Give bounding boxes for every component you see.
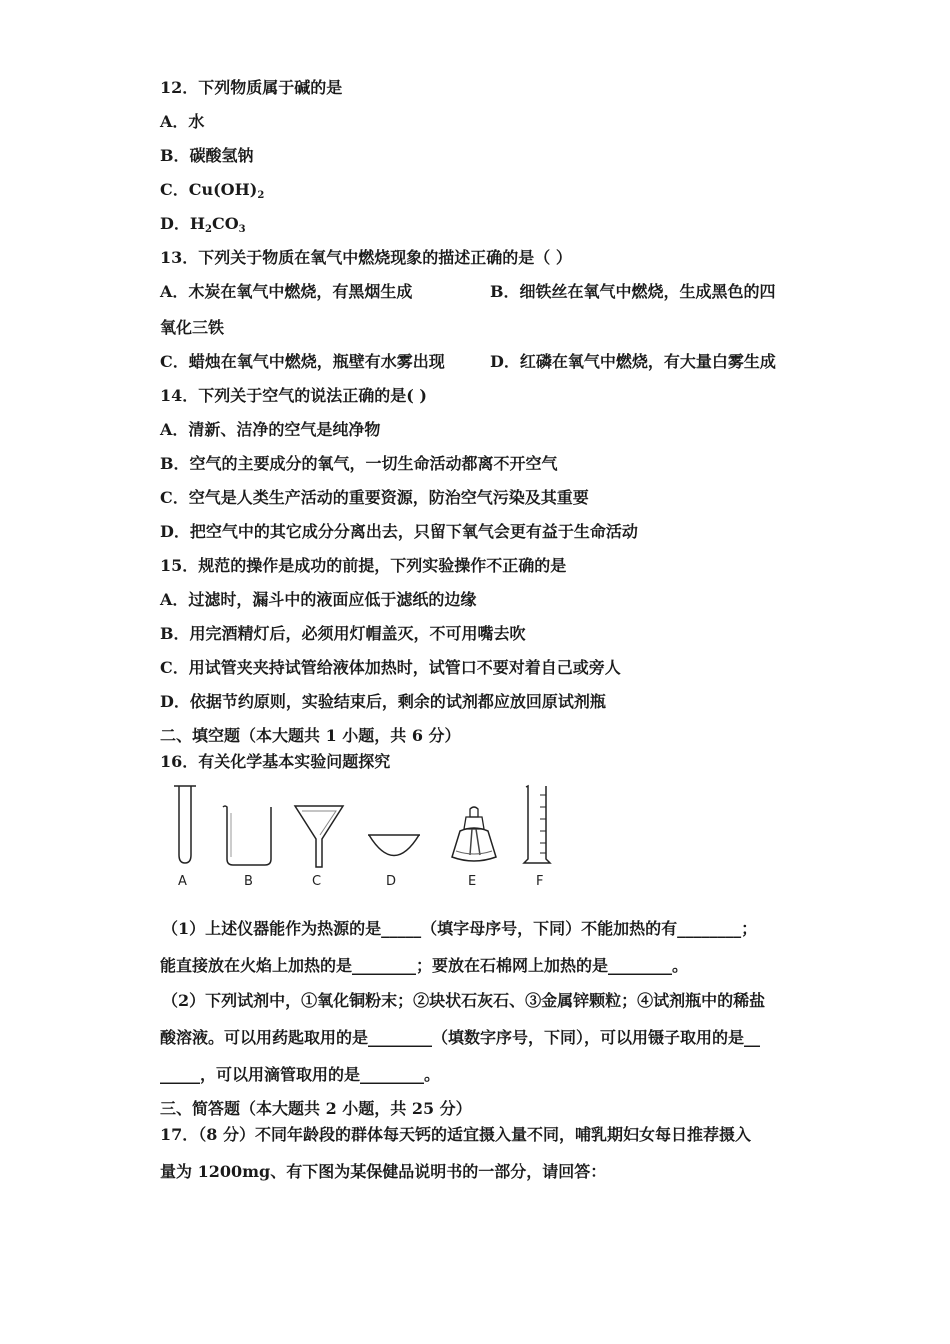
q15-option-b: B．用完酒精灯后，必须用灯帽盖灭，不可用嘴去吹 xyxy=(160,624,526,643)
q15-option-d: D．依据节约原则，实验结束后，剩余的试剂都应放回原试剂瓶 xyxy=(160,692,606,711)
instrument-label-a: A xyxy=(178,874,187,889)
q12-option-d: D．$H_2CO_3$ xyxy=(160,214,246,235)
instrument-label-f: F xyxy=(536,874,544,889)
q13-option-b-continued: 氧化三铁 xyxy=(160,318,225,337)
graduated-cylinder-figure xyxy=(520,783,554,867)
beaker-figure xyxy=(220,803,276,867)
q17-line1: 17．（8 分）不同年龄段的群体每天钙的适宜摄入量不同，哺乳期妇女每日推荐摄入 xyxy=(160,1125,751,1144)
q16-part2-line3: _____，可以用滴管取用的是________。 xyxy=(160,1065,441,1084)
q12-option-b: B．碳酸氢钠 xyxy=(160,146,254,165)
funnel-figure xyxy=(292,803,346,869)
instrument-label-d: D xyxy=(386,874,397,889)
q16-part2-line2: 酸溶液。可以用药匙取用的是________（填数字序号，下同），可以用镊子取用的是__ xyxy=(160,1028,761,1047)
q13-stem: 13．下列关于物质在氧气中燃烧现象的描述正确的是（ ） xyxy=(160,248,572,267)
evaporating-dish-figure xyxy=(366,832,422,862)
q14-option-c: C．空气是人类生产活动的重要资源，防治空气污染及其重要 xyxy=(160,488,589,507)
q16-stem: 16．有关化学基本实验问题探究 xyxy=(160,752,391,771)
test-tube-figure xyxy=(170,783,200,867)
q15-stem: 15．规范的操作是成功的前提，下列实验操作不正确的是 xyxy=(160,556,567,575)
instrument-label-c: C xyxy=(312,874,322,889)
section-3-heading: 三、简答题（本大题共 2 小题，共 25 分） xyxy=(160,1099,472,1118)
q12-option-c: C．$Cu(OH)_2$ xyxy=(160,180,265,201)
q13-option-a: A．木炭在氧气中燃烧，有黑烟生成 xyxy=(160,282,413,301)
section-2-heading: 二、填空题（本大题共 1 小题，共 6 分） xyxy=(160,726,461,745)
q16-part1-line2: 能直接放在火焰上加热的是________；要放在石棉网上加热的是________。 xyxy=(160,956,689,975)
q13-option-c: C．蜡烛在氧气中燃烧，瓶壁有水雾出现 xyxy=(160,352,445,371)
q12-stem: 12．下列物质属于碱的是 xyxy=(160,78,343,97)
q14-stem: 14．下列关于空气的说法正确的是( ) xyxy=(160,386,427,405)
q16-part1-line1: （1）上述仪器能作为热源的是_____（填字母序号，下同）不能加热的有________； xyxy=(162,919,758,938)
q14-option-d: D．把空气中的其它成分分离出去，只留下氧气会更有益于生命活动 xyxy=(160,522,638,541)
q14-option-b: B．空气的主要成分的氧气，一切生命活动都离不开空气 xyxy=(160,454,558,473)
instrument-label-e: E xyxy=(468,874,477,889)
q15-option-a: A．过滤时，漏斗中的液面应低于滤纸的边缘 xyxy=(160,590,477,609)
q16-part2-line1: （2）下列试剂中，①氧化铜粉末；②块状石灰石、③金属锌颗粒；④试剂瓶中的稀盐 xyxy=(162,991,766,1010)
q13-option-b: B．细铁丝在氧气中燃烧，生成黑色的四 xyxy=(490,282,776,301)
q17-line2: 量为 1200mg、有下图为某保健品说明书的一部分，请回答： xyxy=(160,1162,607,1181)
q13-option-d: D．红磷在氧气中燃烧，有大量白雾生成 xyxy=(490,352,776,371)
alcohol-lamp-figure xyxy=(446,805,502,867)
q12-option-a: A．水 xyxy=(160,112,205,131)
instrument-label-b: B xyxy=(244,874,253,889)
q15-option-c: C．用试管夹夹持试管给液体加热时，试管口不要对着自己或旁人 xyxy=(160,658,621,677)
q14-option-a: A．清新、洁净的空气是纯净物 xyxy=(160,420,381,439)
